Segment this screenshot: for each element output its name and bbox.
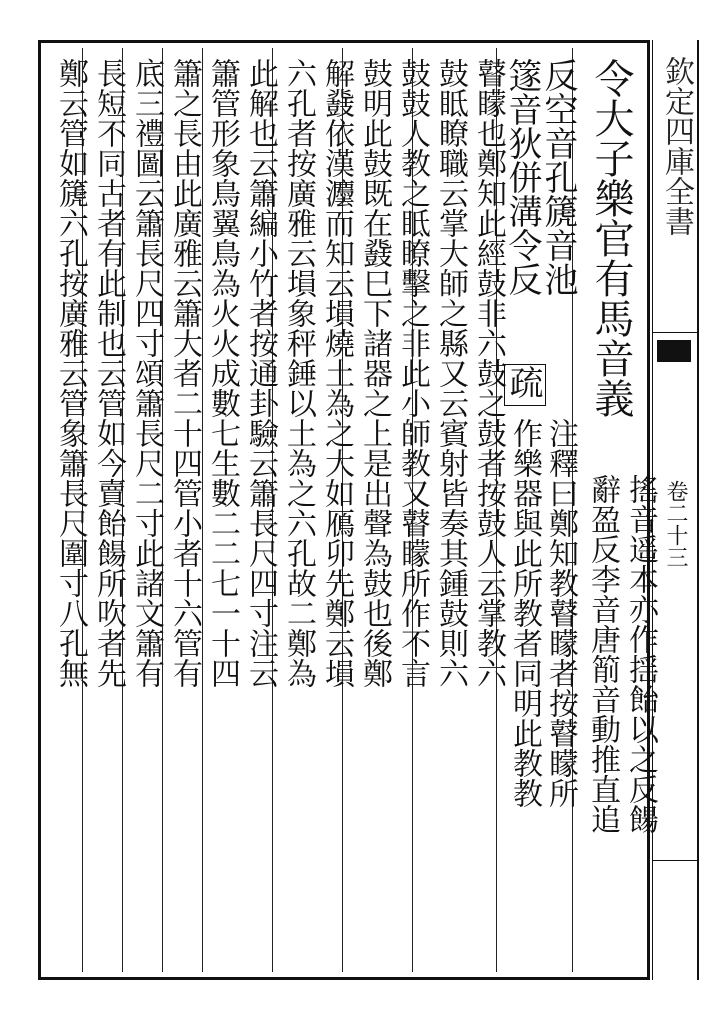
- margin-divider: [653, 860, 697, 861]
- text-column: 注釋曰鄭知教瞽矇者按瞽矇所: [543, 418, 578, 808]
- note-column-left: 辭盈反李音唐箾音動推直追: [585, 474, 620, 834]
- text-column: 長短不同古者有此制也云管如今賣飴餳所吹者先: [91, 58, 126, 688]
- margin-divider: [653, 332, 697, 333]
- text-column: 鼓鼓人教之眡瞭擊之非此小師教又瞽矇所作不言: [395, 58, 430, 688]
- text-column: 反空音孔篪音池: [538, 58, 578, 296]
- text-column: 篴音狄併溝令反: [502, 58, 542, 296]
- text-column: 底三禮圖云簫長尺四寸頌簫長尺二寸此諸文簫有: [129, 58, 164, 688]
- text-column: 六孔者按廣雅云塤象秤錘以土為之六孔故二鄭為: [281, 58, 316, 688]
- margin-juan-label: 卷二十三: [663, 480, 688, 568]
- text-column: 鼓明此鼓既在鼗巳下諸器之上是出聲為鼓也後鄭: [357, 58, 392, 688]
- text-column: 解鼗依漢灋而知云塤燒土為之大如鴈卯先鄭云塤: [319, 58, 354, 688]
- text-column: 鄭云管如篪六孔按廣雅云管象簫長尺圍寸八孔無: [53, 58, 88, 688]
- commentary-marker: 疏: [504, 364, 546, 406]
- text-column: 簫管形象鳥翼鳥為火火成數七生數二二七一十四: [205, 58, 240, 688]
- margin-strip: [652, 40, 699, 980]
- note-column-right: 搖音遥本亦作揺飴以之反餳: [623, 474, 658, 834]
- text-column: 作樂器與此所教者同明此教教: [507, 418, 542, 808]
- text-column-title: 令大子樂官有馬音義: [588, 58, 634, 418]
- margin-header: 欽定四庫全書: [659, 56, 694, 236]
- text-column: 瞽矇也鄭知此經鼓非六鼓之鼓者按鼓人云掌教六: [471, 58, 506, 688]
- fish-tail-mark: [657, 340, 691, 362]
- text-column: 鼓眡瞭職云掌大師之縣又云賓射皆奏其鍾鼓則六: [433, 58, 468, 688]
- text-column: 此解也云簫編小竹者按通卦驗云簫長尺四寸注云: [243, 58, 278, 688]
- text-column: 簫之長由此廣雅云簫大者二十四管小者十六管有: [167, 58, 202, 688]
